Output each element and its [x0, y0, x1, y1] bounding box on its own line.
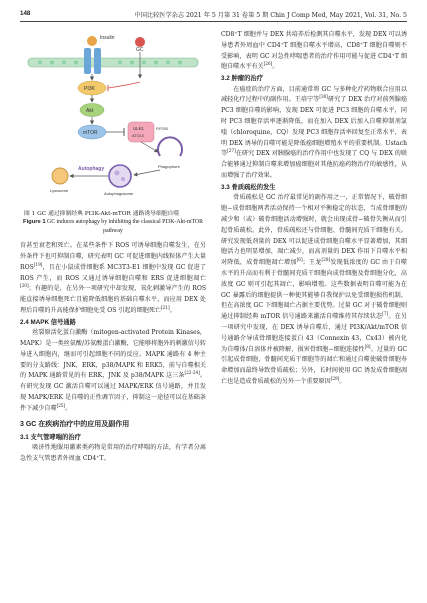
caption-en-label: Figure 1: [23, 219, 46, 226]
caption-en: [20, 218, 206, 235]
receptor-right: [94, 48, 101, 74]
gc-inhibition-line: [108, 82, 140, 88]
page-number: 148: [20, 10, 31, 17]
caption-en-text: GC induces autophagy by inhibiting the classical PI3K-Akt-mTOR pathway: [47, 219, 203, 234]
section-3-3-heading: 3.3 骨质疏松的发生: [221, 183, 276, 191]
paragraph-asthma: 吸济性地服用激素类药物是常用的治疗哮喘的方法，有学者分离急性支气管患者外周血 CD4⁺T、: [20, 444, 206, 462]
running-header: [20, 8, 407, 22]
figure-1: [20, 30, 206, 206]
paragraph-tumor: 在癌症的治疗方面，目前通常将 GC 与多种化疗药物联合应用以减轻化疗过程中的副作用。王培宁等[30]研究了 DEX 治疗对前列腺癌 PC3 细胞自噬的影响，发现 DEX 可促进 PC3 细胞的自噬水平，同时 PC3 细胞存活率逐渐降低，而在加入 DEX 后加入自噬抑制剂氯喹（chloroquine，CQ）发现 PC3 细胞存活率回复至正常水平，表明 DEX 诱导的自噬可能是降低癌细胞增殖水平的重要机制。Ustach 等[27]在研究 DEX 对胰腺癌的治疗作用中也发现了 CQ 与 DEX 的联合能够通过抑制自噬来增加癌细胞对其他抗癌药物治疗的敏感性，从而增强了治疗效果。: [221, 85, 408, 180]
lysosome-label: Lysosome: [50, 188, 69, 193]
ulk1-label: ULK1: [133, 126, 144, 131]
phagophore-shape: [158, 137, 182, 156]
paragraph-cd4: CD8⁺T 细胞并与 DEX 共培养后检测其自噬水平，发现 DEX 可以诱导患者外周血中 CD4⁺T 细胞自噬水平增高，CD8⁺T 细胞自噬则不受影响，表明 GC 对急性哮喘患者的治疗作用可能与促进 CD4⁺T 细胞自噬水平有关[26]。: [221, 31, 407, 71]
autophagosome-label: Autophagosome: [104, 191, 134, 196]
section-3-2-heading: 3.2 肿瘤的治疗: [221, 75, 263, 83]
caption-zh: 图 1 GC 通过抑制经典 PI3K-Akt-mTOR 通路诱导细胞自噬: [24, 211, 180, 217]
autophagy-pathway-diagram: [20, 30, 206, 206]
paragraph-osteoporosis: 骨质疏松是 GC 治疗最常见的副作用之一，正常情况下，破骨细胞−成骨细胞两者活动保持一个相对平衡稳定的状态，当成骨细胞的减少和（或）破骨细胞活动增强时，就会出现成骨−破骨失衡从而引起骨质疏松。此外，骨质疏松还与骨细胞、骨髓间充质干细胞有关。研究发现低剂量的 DEX 可以促进成骨细胞自噬水平显著增加，其细胞活力也明显增加，凋亡减少，而高剂量的 DEX 作用下自噬水平相对降低，成骨细胞凋亡增加[6]；王龙[28]发现低浓度的 GC 由于自噬水平的升高而有利于骨髓间充质干细胞向成骨细胞及骨细胞分化，高浓度 GC 则可引起其凋亡，影响增殖。这些数据表明自噬可能为在 GC 暴露后的细胞提供一种使其能够自我保护以免受细胞损伤机制，但在高浓度 GC 下细胞凋亡占据主要优势。过量 GC 对于破骨细胞则通过抑制经典 mTOR 信号通路来激活自噬维持其存续状态[7]。在另一项研究中发现，在 DEX 诱导自噬后，通过 PI3K/Akt/mTOR 信号通路介导成骨细胞连接蛋白 43（Connexin 43，Cx43）被内化为自噬体/自溶体并被降解，损害骨细胞−细胞连接性[8]。过量的 GC 引起成骨细胞、骨髓间充质干细胞等的凋亡和通过自噬使破骨细胞寿命增加而最终导致骨质疏松；另外，长时间使用 GC 诱发成骨细胞凋亡也是造成骨质疏松的另外一个重要原因[29]。: [221, 194, 408, 385]
section-3-1-heading: 3.1 支气管哮喘的治疗: [20, 433, 81, 441]
phagophore-to-autophagosome-arrow: [134, 170, 160, 175]
paragraph-ros: 育甚至衰老和死亡。在某些条件下 ROS 可诱导细胞自噬发生，在另外条件下也可抑制自噬，研究表明 GC 可促进细胞内线粒体产生大量 ROS[19]，且在小鼠成骨细胞系 MC3T3-E1 细胞中发现 GC 促进了 ROS 产生，而 ROS 又通过诱导细胞自噬和 ERS 促进细胞凋亡[20]；有趣的是，在另外一项研究中却发现，氧化刺激导产生的 ROS 能直接诱导细胞死亡且能降低细胞的基础自噬水平，而应用 DEX 处理后自噬的升高能保护细胞免受 OS 引起的细胞死亡[21]。: [20, 242, 206, 314]
akt-label: Akt: [86, 108, 94, 114]
left-column: [20, 30, 206, 465]
fip200-label: FIP200: [156, 127, 169, 131]
phagophore-label: Phagophore: [158, 164, 180, 169]
figure-caption: [20, 210, 206, 235]
section-2-4-heading: 2.4 MAPK 信号通路: [20, 318, 76, 326]
mtor-label: mTOR: [83, 130, 98, 136]
paragraph-mapk: 丝裂原活化蛋白激酶（mitogen-activated Protein Kinases，MAPK）是一类丝氨酸/苏氨酸蛋白激酶，它能够将胞外的刺激信号转导进入细胞内，继而可引起细胞不同的反应。MAPK 通路有 4 种主要的分支路线：JNK，ERK，p38/MAPK 和 ERK5，前与自噬相关的 MAPK 通路常见的有 ERK，JNK 及 p38/MAPK 这三条[22-24]。有研究发现 GC 激活自噬可以通过 MAPK/ERK 信号通路，并且发现 MAPK/ERK 是自噬的正性调节因子，抑制这一途径可以在基础条件下减少自噬[25]。: [20, 329, 207, 412]
pi3k-label: PI3K: [84, 86, 95, 92]
autophagy-label: Autophagy: [78, 166, 105, 172]
receptor-left: [84, 48, 91, 74]
gc-label: GC: [136, 47, 144, 53]
insulin-ligand: [87, 36, 97, 46]
right-column: [221, 30, 407, 388]
ulk-to-phagophore-arrow: [141, 142, 158, 152]
section-3-heading: 3 GC 在疾病治疗中的应用及副作用: [20, 420, 130, 428]
insulin-label: Insulin: [100, 35, 115, 41]
lysosome-shape: [52, 168, 68, 184]
ulk1-complex: [128, 122, 154, 142]
autophagosome-shape: [109, 165, 131, 187]
atg13-label: ATG13: [132, 134, 144, 138]
journal-title: 中国比较医学杂志 2021 年 5 月第 31 卷第 5 期 Chin J Comp Med, May 2021, Vol. 31, No. 5: [134, 12, 407, 19]
gc-molecule: [135, 37, 145, 47]
